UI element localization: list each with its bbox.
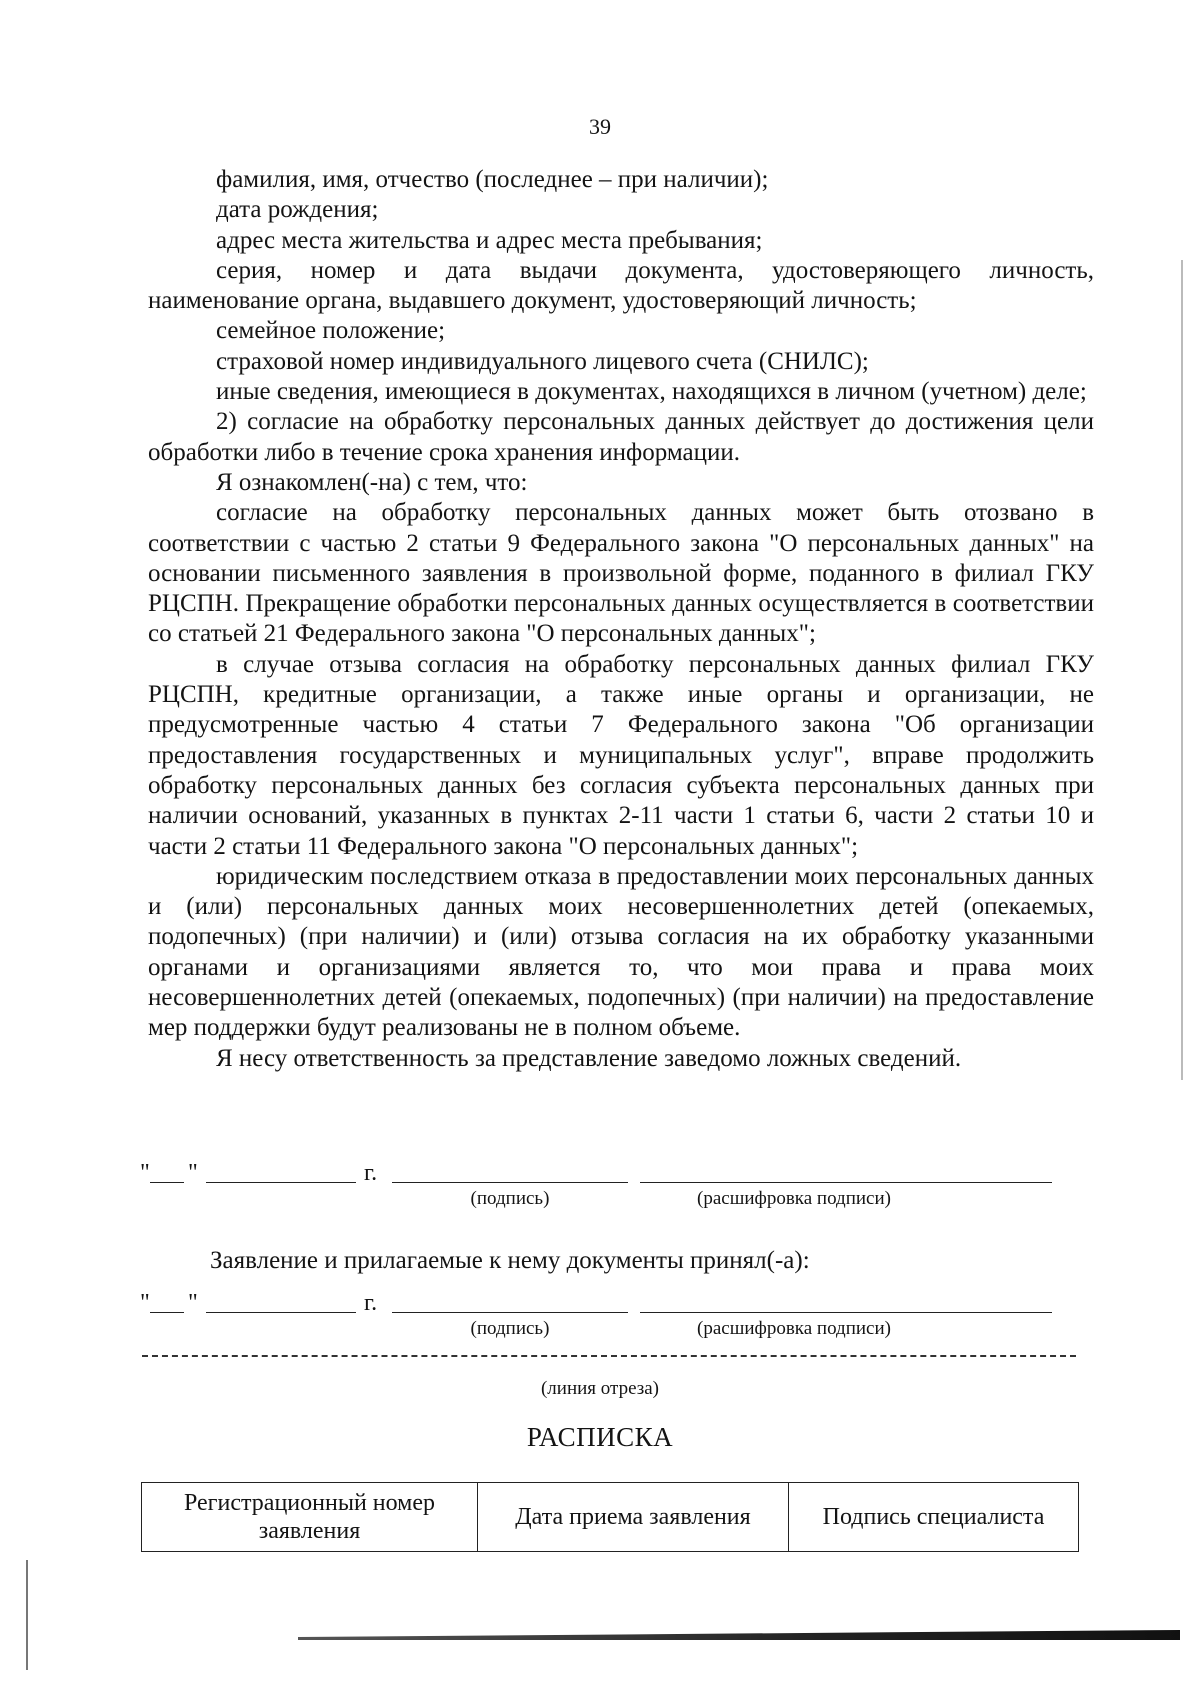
column-specialist-signature: Подпись специалиста bbox=[789, 1483, 1079, 1552]
received-documents-text: Заявление и прилагаемые к нему документы принял(-а): bbox=[210, 1247, 810, 1274]
paragraph-other-info: иные сведения, имеющиеся в документах, находящихся в личном (учетном) деле; bbox=[216, 378, 1087, 406]
paragraph-address: адрес места жительства и адрес места пребывания; bbox=[216, 226, 763, 254]
cut-line bbox=[142, 1355, 1076, 1357]
date-quote-close: " bbox=[188, 1290, 198, 1316]
date-quote-open: " bbox=[140, 1290, 150, 1316]
day-field[interactable] bbox=[150, 1182, 184, 1183]
paragraph-snils: страховой номер индивидуального лицевого счета (СНИЛС); bbox=[216, 347, 869, 375]
date-quote-close: " bbox=[188, 1160, 198, 1186]
signature-decoding-caption: (расшифровка подписи) bbox=[697, 1188, 891, 1209]
receipt-table bbox=[141, 1482, 1079, 1552]
paragraph-birth-date: дата рождения; bbox=[216, 196, 379, 224]
paragraph-withdrawal-case: в случае отзыва согласия на обработку персональных данных филиал ГКУ РЦСПН, кредитные организации, а также иные органы и организации, не предусмотренные частью 4 статьи 7 Федерального закона "Об организации предоставления государственных и муниципальных услуг", вправе продолжить обработку персональных данных без согласия субъекта персональных данных при наличии оснований, указанных в пунктах 2-11 части 1 статьи 6, части 2 статьи 10 и части 2 статьи 11 Федерального закона "О персональных данных"; bbox=[148, 650, 1094, 860]
month-field[interactable] bbox=[206, 1182, 356, 1183]
applicant-signature-row bbox=[140, 1160, 1060, 1210]
date-quote-open: " bbox=[140, 1160, 150, 1186]
scan-bottom-edge bbox=[298, 1630, 1180, 1640]
month-field[interactable] bbox=[206, 1312, 356, 1313]
paragraph-consent-withdrawal: согласие на обработку персональных данных может быть отозвано в соответствии с частью 2 статьи 9 Федерального закона "О персональных данных" на основании письменного заявления в произвольной форме, поданного в филиал ГКУ РЦСПН. Прекращение обработки персональных данных осуществляется в соответствии со статьей 21 Федерального закона "О персональных данных"; bbox=[148, 499, 1094, 648]
scan-margin-mark bbox=[26, 1560, 28, 1670]
column-registration-number: Регистрационный номер заявления bbox=[142, 1483, 478, 1552]
paragraph-full-name: фамилия, имя, отчество (последнее – при наличии); bbox=[216, 166, 769, 193]
signature-field[interactable] bbox=[392, 1312, 628, 1313]
scan-margin-mark bbox=[1181, 260, 1183, 1080]
signature-decoding-caption: (расшифровка подписи) bbox=[697, 1318, 891, 1339]
table-row bbox=[142, 1483, 1079, 1552]
receipt-title: РАСПИСКА bbox=[526, 1422, 674, 1452]
paragraph-acknowledgement: Я ознакомлен(-на) с тем, что: bbox=[216, 468, 528, 496]
paragraph-id-document: серия, номер и дата выдачи документа, удостоверяющего личность, наименование органа, выдавшего документ, удостоверяющий личность; bbox=[148, 256, 1094, 315]
receiver-signature-row bbox=[140, 1290, 1060, 1340]
paragraph-consent-duration: 2) согласие на обработку персональных данных действует до достижения цели обработки либо в течение срока хранения информации. bbox=[148, 408, 1094, 466]
signature-field[interactable] bbox=[392, 1182, 628, 1183]
page-number: 39 bbox=[589, 114, 611, 139]
signature-caption: (подпись) bbox=[470, 1188, 550, 1209]
year-suffix: г. bbox=[364, 1160, 378, 1186]
year-suffix: г. bbox=[364, 1290, 378, 1316]
cut-line-caption: (линия отреза) bbox=[540, 1378, 660, 1399]
paragraph-refusal-consequence: юридическим последствием отказа в предоставлении моих персональных данных и (или) персональных данных моих несовершеннолетних детей (опекаемых, подопечных) (при наличии) и (или) отзыва согласия на их обработку указанными органами и организациями является то, что мои права и права моих несовершеннолетних детей (опекаемых, подопечных) (при наличии) на предоставление мер поддержки будут реализованы не в полном объеме. bbox=[148, 862, 1094, 1042]
signature-decoding-field[interactable] bbox=[640, 1312, 1052, 1313]
signature-decoding-field[interactable] bbox=[640, 1182, 1052, 1183]
paragraph-marital-status: семейное положение; bbox=[216, 317, 446, 345]
document-body bbox=[148, 165, 1094, 1074]
column-application-date: Дата приема заявления bbox=[478, 1483, 789, 1552]
paragraph-responsibility: Я несу ответственность за представление заведомо ложных сведений. bbox=[216, 1044, 962, 1072]
day-field[interactable] bbox=[150, 1312, 184, 1313]
signature-caption: (подпись) bbox=[470, 1318, 550, 1339]
